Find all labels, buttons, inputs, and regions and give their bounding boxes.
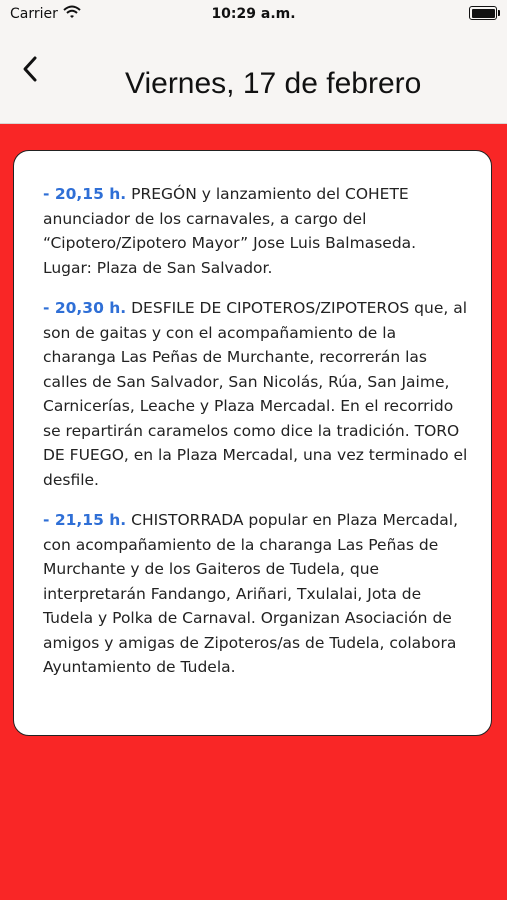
event-time: - 20,30 h. (43, 299, 127, 317)
event-item (43, 296, 468, 492)
event-item (43, 508, 468, 680)
carrier-label: Carrier (10, 6, 58, 22)
event-item (43, 182, 468, 280)
event-description: DESFILE DE CIPOTEROS/ZIPOTEROS que, al son de gaitas y con el acompañamiento de la charanga Las Peñas de Murchante, recorrerán las calles de San Salvador, San Nicolás, Rúa, San Jaime, Carnicerías, Leache y Plaza Mercadal. En el recorrido se repartirán caramelos como dice la tradición. TORO DE FUEGO, en la Plaza Mercadal, una vez terminado el desfile. (43, 299, 468, 489)
event-time: - 20,15 h. (43, 185, 127, 203)
event-time: - 21,15 h. (43, 511, 127, 529)
program-list (43, 182, 468, 696)
navigation-bar (0, 30, 507, 124)
event-description: PREGÓN y lanzamiento del COHETE anunciador de los carnavales, a cargo del “Cipotero/Zipotero Mayor” Jose Luis Balmaseda. Lugar: Plaza de San Salvador. (43, 185, 417, 277)
status-bar (0, 0, 507, 30)
back-chevron-icon[interactable] (15, 54, 45, 90)
status-time: 10:29 a.m. (211, 6, 296, 22)
event-description: CHISTORRADA popular en Plaza Mercadal, con acompañamiento de la charanga Las Peñas de Murchante y de los Gaiteros de Tudela, que interpretarán Fandango, Ariñari, Txulalai, Jota de Tudela y Polka de Carnaval. Organizan Asociación de amigos y amigas de Zipoteros/as de Tudela, colabora Ayuntamiento de Tudela. (43, 511, 459, 676)
page-title: Viernes, 17 de febrero (125, 67, 422, 100)
program-card (13, 150, 492, 736)
battery-icon (469, 6, 497, 20)
